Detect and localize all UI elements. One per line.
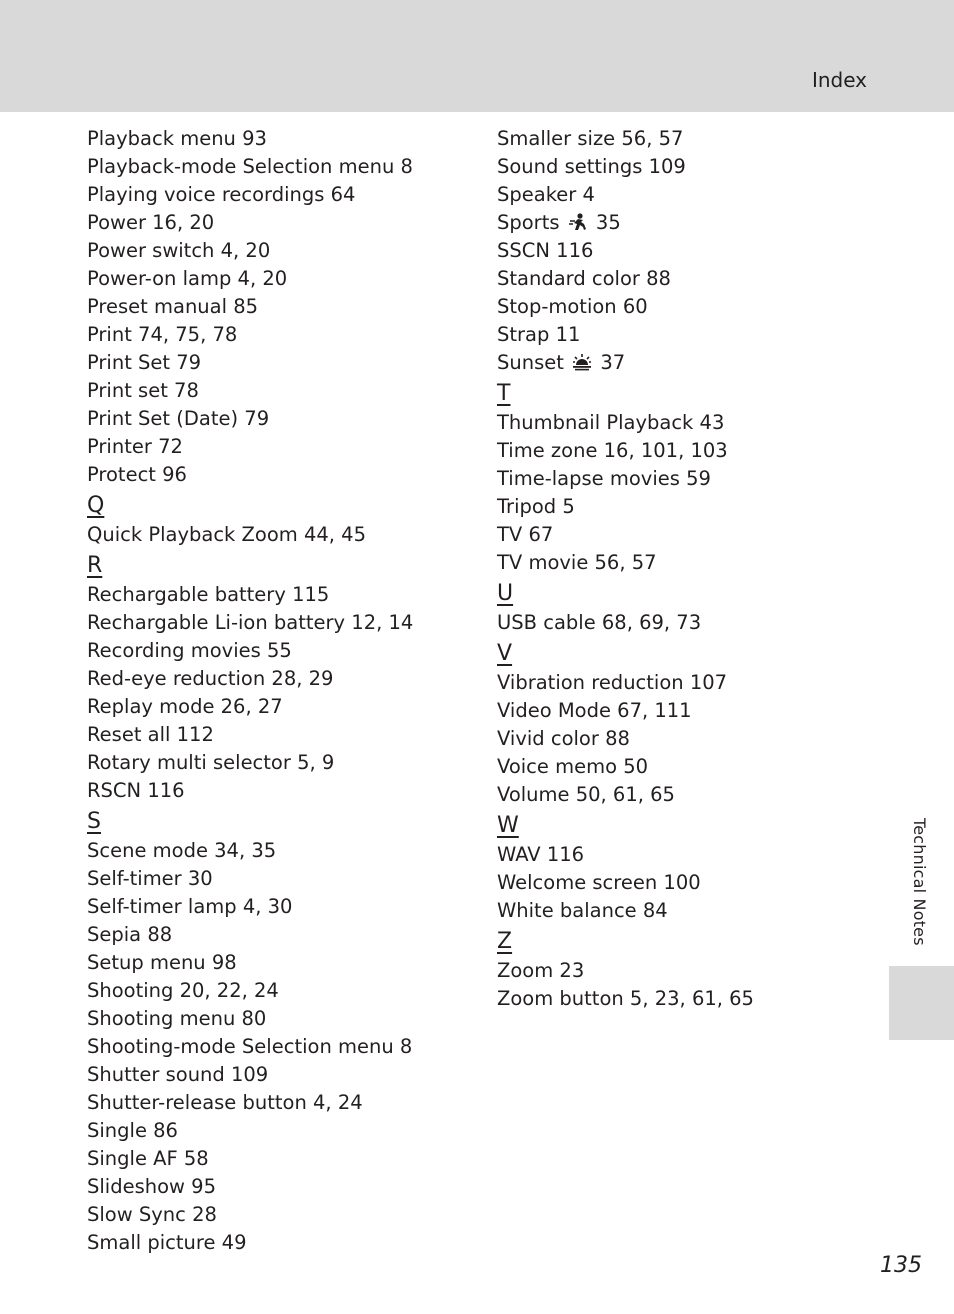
index-entry: Printer 72 xyxy=(87,435,183,458)
index-entry: Self-timer lamp 4, 30 xyxy=(87,895,293,918)
index-entry: Rotary multi selector 5, 9 xyxy=(87,751,335,774)
index-entry: White balance 84 xyxy=(497,899,668,922)
index-letter-heading: S xyxy=(87,809,101,834)
index-entry: Time zone 16, 101, 103 xyxy=(497,439,728,462)
index-letter-heading: V xyxy=(497,641,513,666)
index-entry: Small picture 49 xyxy=(87,1231,247,1254)
index-entry: Thumbnail Playback 43 xyxy=(497,411,725,434)
index-letter-heading: Z xyxy=(497,929,513,954)
header-band xyxy=(0,0,954,112)
index-entry: Welcome screen 100 xyxy=(497,871,701,894)
index-entry: Self-timer 30 xyxy=(87,867,213,890)
index-entry: Speaker 4 xyxy=(497,183,595,206)
index-entry: Rechargable Li-ion battery 12, 14 xyxy=(87,611,414,634)
index-letter-heading: W xyxy=(497,813,519,838)
index-entry: Recording movies 55 xyxy=(87,639,292,662)
index-entry: Red-eye reduction 28, 29 xyxy=(87,667,334,690)
index-entry: Setup menu 98 xyxy=(87,951,237,974)
side-tab-label: Technical Notes xyxy=(910,818,929,946)
index-entry: Protect 96 xyxy=(87,463,187,486)
index-entry: Smaller size 56, 57 xyxy=(497,127,684,150)
index-entry: RSCN 116 xyxy=(87,779,185,802)
sports-scene-icon xyxy=(568,211,588,229)
index-entry: WAV 116 xyxy=(497,843,585,866)
index-entry: Rechargable battery 115 xyxy=(87,583,330,606)
index-column-left xyxy=(87,125,487,1257)
index-letter-heading: U xyxy=(497,581,514,606)
index-entry: Shutter sound 109 xyxy=(87,1063,269,1086)
index-entry: Slow Sync 28 xyxy=(87,1203,217,1226)
index-entry: Replay mode 26, 27 xyxy=(87,695,283,718)
side-tab xyxy=(889,966,954,1040)
index-entry: Reset all 112 xyxy=(87,723,214,746)
index-entry-pages: 37 xyxy=(600,351,626,374)
index-entry: Vibration reduction 107 xyxy=(497,671,728,694)
index-entry: TV 67 xyxy=(497,523,554,546)
index-entry: Zoom 23 xyxy=(497,959,585,982)
index-entry-text: Sports xyxy=(497,211,560,234)
section-title: Index xyxy=(811,68,867,92)
index-entry: Power 16, 20 xyxy=(87,211,215,234)
index-entry: Video Mode 67, 111 xyxy=(497,699,692,722)
index-entry: Quick Playback Zoom 44, 45 xyxy=(87,523,366,546)
index-entry: Power-on lamp 4, 20 xyxy=(87,267,288,290)
index-entry: Print Set 79 xyxy=(87,351,202,374)
page-number: 135 xyxy=(880,1253,922,1278)
index-entry: Vivid color 88 xyxy=(497,727,630,750)
index-entry: Playback-mode Selection menu 8 xyxy=(87,155,413,178)
index-entry: Standard color 88 xyxy=(497,267,671,290)
index-entry: Scene mode 34, 35 xyxy=(87,839,277,862)
index-entry: Time-lapse movies 59 xyxy=(497,467,711,490)
index-entry: USB cable 68, 69, 73 xyxy=(497,611,702,634)
sunset-scene-icon xyxy=(572,351,592,369)
index-entry: Print 74, 75, 78 xyxy=(87,323,238,346)
index-column-right xyxy=(497,125,897,1013)
index-entry: Strap 11 xyxy=(497,323,581,346)
index-entry: Stop-motion 60 xyxy=(497,295,648,318)
index-entry: Sound settings 109 xyxy=(497,155,686,178)
index-entry: Shooting-mode Selection menu 8 xyxy=(87,1035,413,1058)
index-entry: Voice memo 50 xyxy=(497,755,649,778)
index-entry-pages: 35 xyxy=(595,211,621,234)
index-letter-heading: R xyxy=(87,553,103,578)
index-entry: Tripod 5 xyxy=(497,495,575,518)
index-entry: Sepia 88 xyxy=(87,923,173,946)
index-entry: TV movie 56, 57 xyxy=(497,551,657,574)
index-entry: Shooting 20, 22, 24 xyxy=(87,979,279,1002)
index-entry-text: Sunset xyxy=(497,351,564,374)
index-letter-heading: T xyxy=(497,381,511,406)
index-entry xyxy=(497,209,897,237)
index-entry: Shooting menu 80 xyxy=(87,1007,267,1030)
index-entry: Playing voice recordings 64 xyxy=(87,183,356,206)
index-entry: Shutter-release button 4, 24 xyxy=(87,1091,363,1114)
index-entry: Playback menu 93 xyxy=(87,127,267,150)
index-entry: Volume 50, 61, 65 xyxy=(497,783,675,806)
index-entry: Single AF 58 xyxy=(87,1147,209,1170)
index-entry xyxy=(497,349,897,377)
index-entry: Power switch 4, 20 xyxy=(87,239,271,262)
index-letter-heading: Q xyxy=(87,493,105,518)
index-entry: Print set 78 xyxy=(87,379,199,402)
index-entry: Preset manual 85 xyxy=(87,295,259,318)
index-entry: Slideshow 95 xyxy=(87,1175,216,1198)
index-entry: Single 86 xyxy=(87,1119,178,1142)
index-entry: SSCN 116 xyxy=(497,239,594,262)
index-entry: Zoom button 5, 23, 61, 65 xyxy=(497,987,754,1010)
index-entry: Print Set (Date) 79 xyxy=(87,407,270,430)
